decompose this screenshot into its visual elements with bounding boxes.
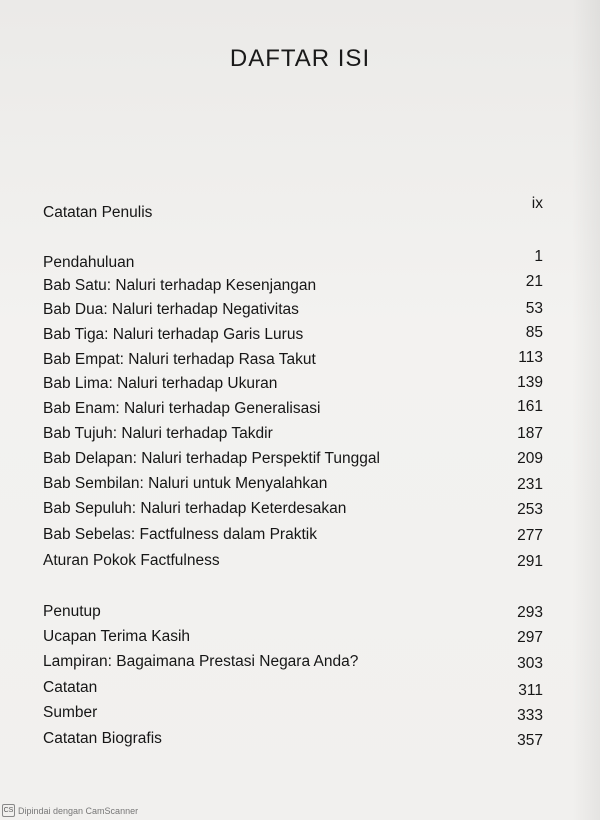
toc-entry: [43, 400, 543, 424]
toc-entry-title: Bab Tiga: Naluri terhadap Garis Lurus: [43, 326, 304, 343]
toc-entry: [43, 628, 543, 652]
page-edge-shadow: [572, 0, 600, 820]
toc-entry-title: Catatan: [43, 679, 98, 696]
toc-entry: [43, 425, 543, 449]
toc-entry: [43, 248, 543, 278]
toc-entry: [43, 351, 543, 375]
toc-entry-title: Bab Dua: Naluri terhadap Negativitas: [43, 301, 299, 318]
toc-entry-page: 53: [525, 300, 543, 317]
toc-entry-page: 357: [517, 732, 543, 749]
toc-entry: [43, 603, 543, 627]
toc-entry-page: 209: [517, 450, 543, 467]
toc-entry-title: Lampiran: Bagaimana Prestasi Negara Anda?: [43, 653, 359, 670]
toc-entry: [43, 653, 543, 677]
toc-entry: [43, 273, 543, 301]
toc-entry-page: 297: [517, 629, 543, 646]
toc-entry: [43, 679, 543, 703]
toc-entry-title: Sumber: [43, 704, 98, 721]
toc-entry-title: Catatan Biografis: [43, 730, 162, 747]
toc-entry-title: Penutup: [43, 603, 101, 620]
toc-entry-page: 253: [517, 501, 543, 518]
toc-entry-title: Bab Satu: Naluri terhadap Kesenjangan: [43, 277, 317, 294]
toc-entry-title: Aturan Pokok Factfulness: [43, 552, 220, 569]
toc-entry-page: 139: [517, 374, 543, 391]
toc-entry-title: Bab Sembilan: Naluri untuk Menyalahkan: [43, 475, 328, 492]
toc-entry-page: 85: [525, 324, 543, 341]
scanner-watermark: [2, 804, 138, 817]
toc-entry-page: 231: [517, 476, 543, 493]
watermark-text: Dipindai dengan CamScanner: [18, 805, 139, 816]
toc-entry: [43, 500, 543, 524]
toc-entry-title: Bab Sebelas: Factfulness dalam Praktik: [43, 526, 317, 543]
toc-entry-page: 333: [517, 707, 543, 724]
toc-entry-page: 1: [534, 248, 543, 265]
toc-entry: [43, 475, 543, 499]
toc-entry: [43, 375, 543, 399]
toc-entry-title: Bab Sepuluh: Naluri terhadap Keterdesakan: [43, 500, 347, 517]
toc-entry-page: 293: [517, 604, 543, 621]
toc-entry-page: 291: [517, 553, 543, 570]
toc-entry-page: 311: [518, 682, 543, 699]
toc-entry-title: Bab Enam: Naluri terhadap Generalisasi: [43, 400, 321, 417]
toc-entry-title: Catatan Penulis: [43, 204, 153, 221]
toc-entry-title: Bab Delapan: Naluri terhadap Perspektif Tunggal: [43, 450, 380, 467]
toc-entry-title: Bab Empat: Naluri terhadap Rasa Takut: [43, 351, 316, 368]
toc-entry-page: 187: [517, 425, 543, 442]
toc-entry-title: Bab Lima: Naluri terhadap Ukuran: [43, 375, 278, 392]
toc-entry: [43, 301, 543, 325]
toc-entry: [43, 704, 543, 728]
toc-entry: [43, 730, 543, 754]
toc-entry-page: 161: [517, 398, 543, 415]
toc-entry-title: Bab Tujuh: Naluri terhadap Takdir: [43, 425, 273, 442]
page-title: DAFTAR ISI: [229, 45, 371, 72]
camscanner-icon: CS: [2, 804, 15, 817]
toc-entry-page: 21: [525, 273, 543, 290]
toc-entry: [43, 326, 543, 350]
toc-entry-title: Ucapan Terima Kasih: [43, 628, 191, 645]
toc-entry-page: 113: [518, 349, 543, 366]
toc-entry: [43, 195, 543, 228]
toc-entry-title: Pendahuluan: [43, 254, 135, 271]
toc-entry: [43, 526, 543, 550]
toc-entry: [43, 552, 543, 576]
toc-entry-page: ix: [531, 195, 543, 212]
toc-entry: [43, 450, 543, 474]
toc-entry-page: 277: [517, 527, 543, 544]
toc-entry-page: 303: [517, 655, 543, 672]
